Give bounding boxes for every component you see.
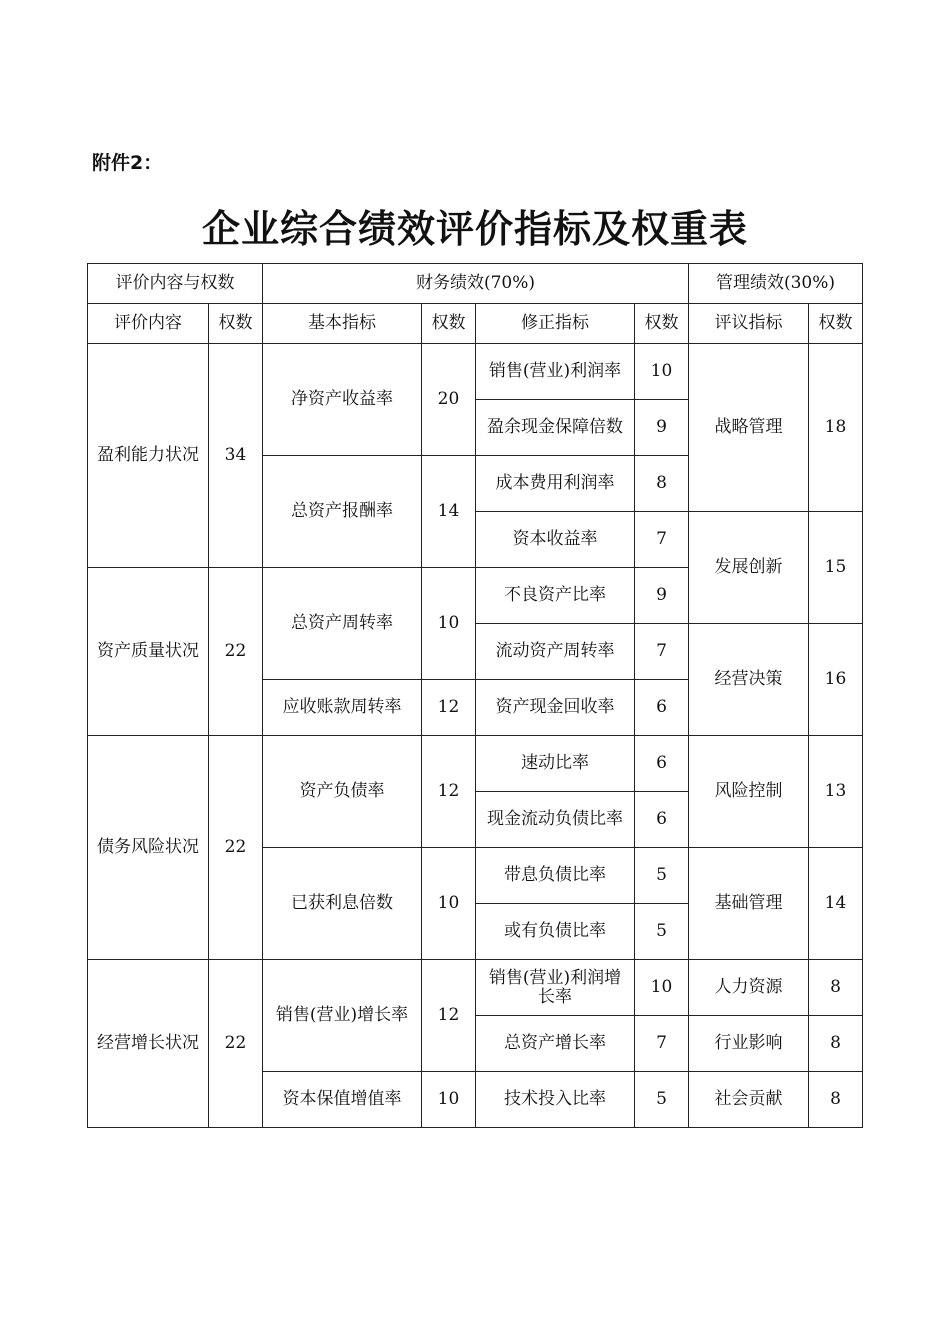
- basic-indicator: 应收账款周转率: [263, 680, 422, 736]
- header-review: 评议指标: [689, 304, 809, 344]
- attachment-label: 附件2：: [92, 152, 163, 174]
- modified-weight: 10: [635, 960, 689, 1016]
- review-weight: 8: [809, 960, 863, 1016]
- review-indicator: 经营决策: [689, 624, 809, 736]
- review-weight: 8: [809, 1072, 863, 1128]
- modified-indicator: 销售(营业)利润增长率: [476, 960, 635, 1016]
- modified-weight: 6: [635, 680, 689, 736]
- header-row-1: [88, 264, 863, 304]
- modified-weight: 10: [635, 344, 689, 400]
- modified-indicator: 技术投入比率: [476, 1072, 635, 1128]
- group-name: 资产质量状况: [88, 568, 209, 736]
- basic-indicator: 总资产周转率: [263, 568, 422, 680]
- basic-weight: 10: [422, 848, 476, 960]
- group-name: 债务风险状况: [88, 736, 209, 960]
- basic-indicator: 净资产收益率: [263, 344, 422, 456]
- review-indicator: 发展创新: [689, 512, 809, 624]
- modified-indicator: 盈余现金保障倍数: [476, 400, 635, 456]
- modified-weight: 9: [635, 568, 689, 624]
- review-indicator: 行业影响: [689, 1016, 809, 1072]
- modified-indicator: 成本费用利润率: [476, 456, 635, 512]
- modified-weight: 5: [635, 848, 689, 904]
- basic-weight: 14: [422, 456, 476, 568]
- modified-weight: 8: [635, 456, 689, 512]
- table-row: [88, 736, 863, 792]
- review-indicator: 社会贡献: [689, 1072, 809, 1128]
- modified-indicator: 现金流动负债比率: [476, 792, 635, 848]
- basic-weight: 10: [422, 568, 476, 680]
- basic-indicator: 总资产报酬率: [263, 456, 422, 568]
- modified-weight: 7: [635, 624, 689, 680]
- modified-indicator: 总资产增长率: [476, 1016, 635, 1072]
- modified-indicator: 带息负债比率: [476, 848, 635, 904]
- table-row: [88, 960, 863, 1016]
- modified-weight: 7: [635, 512, 689, 568]
- modified-indicator: 不良资产比率: [476, 568, 635, 624]
- header-basic: 基本指标: [263, 304, 422, 344]
- modified-weight: 6: [635, 792, 689, 848]
- basic-weight: 10: [422, 1072, 476, 1128]
- review-weight: 8: [809, 1016, 863, 1072]
- group-weight: 22: [209, 736, 263, 960]
- modified-indicator: 速动比率: [476, 736, 635, 792]
- indicator-weight-table: [87, 263, 863, 1128]
- modified-indicator: 资本收益率: [476, 512, 635, 568]
- modified-indicator: 或有负债比率: [476, 904, 635, 960]
- basic-weight: 12: [422, 680, 476, 736]
- review-weight: 18: [809, 344, 863, 512]
- basic-weight: 12: [422, 736, 476, 848]
- header-content: 评价内容: [88, 304, 209, 344]
- header-weight-1: 权数: [209, 304, 263, 344]
- header-weight-3: 权数: [635, 304, 689, 344]
- page-title: 企业综合绩效评价指标及权重表: [201, 206, 748, 251]
- table-row: [88, 344, 863, 400]
- group-weight: 22: [209, 568, 263, 736]
- modified-indicator: 资产现金回收率: [476, 680, 635, 736]
- group-name: 经营增长状况: [88, 960, 209, 1128]
- modified-weight: 5: [635, 1072, 689, 1128]
- group-weight: 34: [209, 344, 263, 568]
- review-weight: 13: [809, 736, 863, 848]
- header-financial: 财务绩效(70%): [263, 264, 689, 304]
- basic-weight: 12: [422, 960, 476, 1072]
- basic-indicator: 已获利息倍数: [263, 848, 422, 960]
- review-weight: 15: [809, 512, 863, 624]
- review-weight: 16: [809, 624, 863, 736]
- basic-indicator: 资本保值增值率: [263, 1072, 422, 1128]
- basic-indicator: 资产负债率: [263, 736, 422, 848]
- modified-weight: 6: [635, 736, 689, 792]
- review-weight: 14: [809, 848, 863, 960]
- review-indicator: 战略管理: [689, 344, 809, 512]
- modified-indicator: 销售(营业)利润率: [476, 344, 635, 400]
- modified-weight: 9: [635, 400, 689, 456]
- header-management: 管理绩效(30%): [689, 264, 863, 304]
- modified-weight: 5: [635, 904, 689, 960]
- group-name: 盈利能力状况: [88, 344, 209, 568]
- review-indicator: 风险控制: [689, 736, 809, 848]
- review-indicator: 人力资源: [689, 960, 809, 1016]
- modified-indicator: 流动资产周转率: [476, 624, 635, 680]
- header-modified: 修正指标: [476, 304, 635, 344]
- modified-weight: 7: [635, 1016, 689, 1072]
- review-indicator: 基础管理: [689, 848, 809, 960]
- header-weight-2: 权数: [422, 304, 476, 344]
- basic-weight: 20: [422, 344, 476, 456]
- group-weight: 22: [209, 960, 263, 1128]
- header-row-2: [88, 304, 863, 344]
- basic-indicator: 销售(营业)增长率: [263, 960, 422, 1072]
- header-content-weight: 评价内容与权数: [88, 264, 263, 304]
- header-weight-4: 权数: [809, 304, 863, 344]
